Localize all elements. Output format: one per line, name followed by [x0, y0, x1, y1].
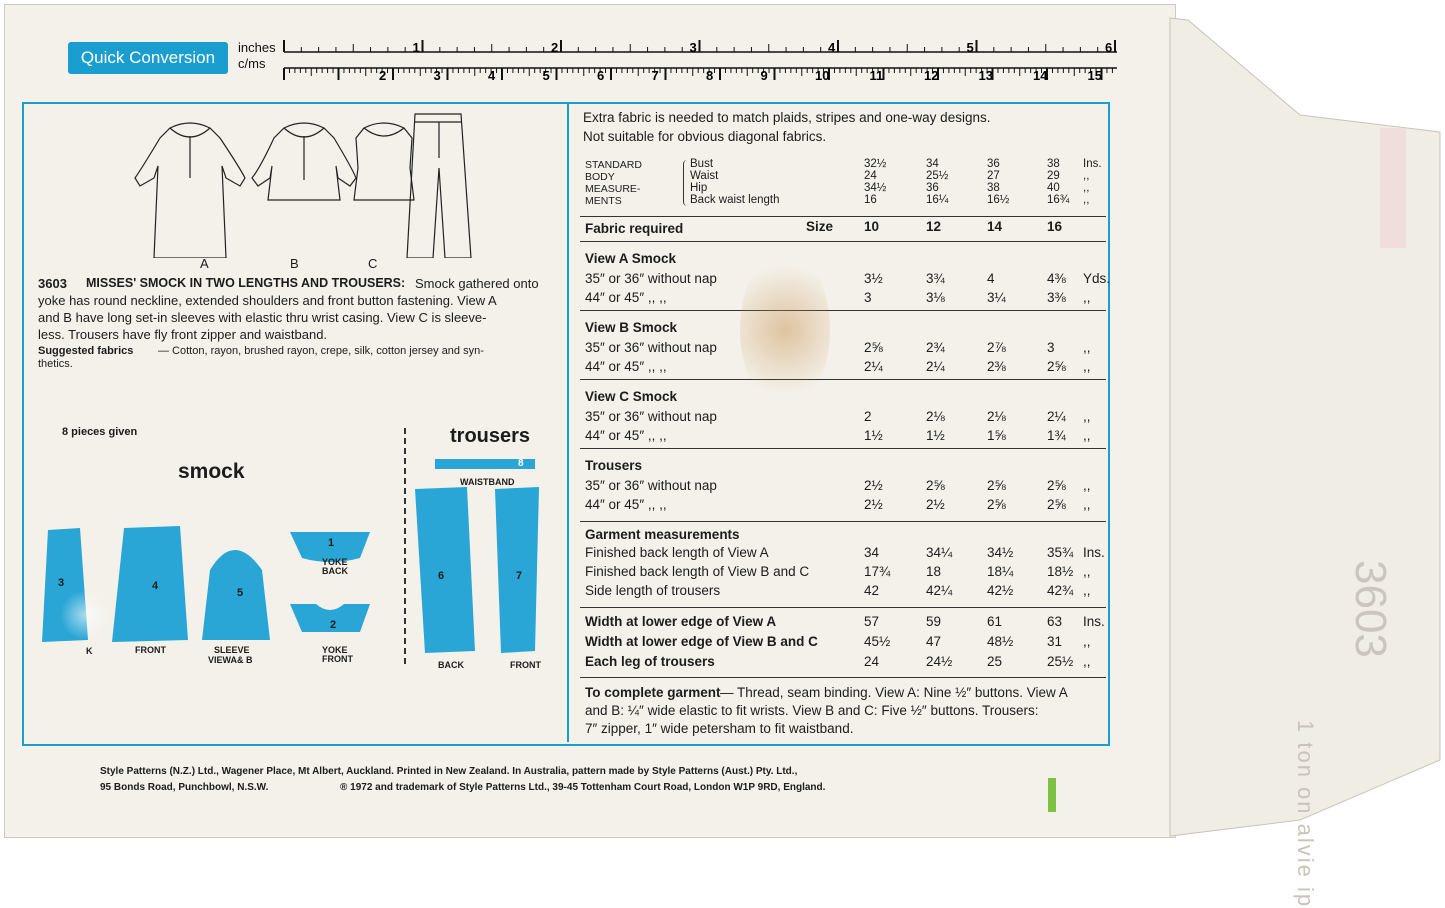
piece-number-4: 4	[152, 580, 159, 592]
piece-label-trousers-front: FRONT	[510, 660, 541, 670]
row-value: 48½	[987, 634, 1014, 649]
piece-6	[415, 487, 475, 653]
piece-number-7: 7	[516, 570, 523, 582]
standard-label-2: BODY	[585, 171, 615, 183]
section-rule	[580, 379, 1106, 380]
row-value: 2¼	[926, 359, 945, 374]
row-label: 44″ or 45″ ,, ,,	[585, 290, 667, 305]
piece-5	[202, 550, 270, 640]
flap-stamp	[1380, 128, 1406, 248]
piece-label-yoke-back-2: BACK	[322, 566, 348, 576]
standard-row-value: 16¼	[926, 194, 949, 206]
row-value: 2⅝	[864, 340, 883, 355]
standard-row-unit: ,,	[1083, 182, 1090, 194]
suggested-fabrics-text-2: thetics.	[38, 358, 73, 370]
row-unit: Ins.	[1083, 614, 1105, 629]
complete-line-1: — Thread, seam binding. View A: Nine ½″ buttons. View A	[720, 685, 1068, 700]
sketch-trousers	[407, 114, 471, 258]
note-line-2: Not suitable for obvious diagonal fabrics.	[583, 129, 827, 144]
standard-row-value: 29	[1047, 170, 1060, 182]
trousers-heading: trousers	[450, 425, 531, 447]
width-rule	[580, 607, 1106, 608]
standard-brace	[683, 160, 690, 206]
standard-row-value: 32½	[864, 158, 887, 170]
standard-label-1: STANDARD	[585, 159, 642, 171]
row-unit: Yds.	[1083, 271, 1111, 286]
standard-row-value: 16½	[987, 194, 1010, 206]
row-unit: ,,	[1083, 497, 1091, 512]
cm-number: 15	[1087, 68, 1102, 83]
row-label: 35″ or 36″ without nap	[585, 478, 717, 493]
row-value: 2⅛	[926, 409, 945, 424]
pattern-title: MISSES' SMOCK IN TWO LENGTHS AND TROUSERS:	[86, 276, 406, 290]
row-value: 2⅝	[987, 497, 1006, 512]
row-label: 44″ or 45″ ,, ,,	[585, 497, 667, 512]
cm-number: 7	[651, 68, 659, 83]
row-value: 17¾	[864, 564, 891, 579]
size-12: 12	[926, 219, 942, 234]
standard-row-value: 25½	[926, 170, 949, 182]
row-value: 47	[926, 634, 942, 649]
piece-number-8: 8	[518, 458, 524, 469]
row-value: 25½	[1047, 654, 1074, 669]
row-value: 2⅝	[987, 478, 1006, 493]
cm-number: 5	[542, 68, 550, 83]
standard-row-value: 38	[987, 182, 1000, 194]
footer-line-1: Style Patterns (N.Z.) Ltd., Wagener Place, Mt Albert, Auckland. Printed in New Zealand. In Australia, pattern made by Style Patterns (Aust.) Pty. Ltd.,	[100, 766, 798, 777]
flap-pattern-number: 3603	[1346, 560, 1395, 658]
standard-row-value: 16¾	[1047, 194, 1070, 206]
standard-row-value: 40	[1047, 182, 1060, 194]
piece-label-waistband: WAISTBAND	[460, 477, 515, 487]
row-unit: ,,	[1083, 564, 1091, 579]
row-value: 2⅝	[1047, 497, 1066, 512]
conversion-ruler	[232, 40, 1122, 86]
section-title: View A Smock	[585, 251, 677, 266]
row-unit: ,,	[1083, 634, 1091, 649]
row-unit: ,,	[1083, 359, 1091, 374]
description-line-4: less. Trousers have fly front zipper and waistband.	[38, 327, 328, 342]
row-value: 63	[1047, 614, 1063, 629]
row-value: 3	[1047, 340, 1055, 355]
row-value: 4⅜	[1047, 271, 1066, 286]
row-value: 4	[987, 271, 995, 286]
row-label: 35″ or 36″ without nap	[585, 409, 717, 424]
footer-line-2a: 95 Bonds Road, Punchbowl, N.S.W.	[100, 782, 269, 793]
flap-faded-text: 1 ton on alvie ip	[1293, 720, 1318, 908]
standard-row-unit: ,,	[1083, 194, 1090, 206]
view-letter-c: C	[368, 256, 378, 271]
row-unit: ,,	[1083, 583, 1091, 598]
row-value: 34¼	[926, 545, 953, 560]
inch-number: 4	[828, 40, 836, 55]
piece-number-5: 5	[237, 587, 244, 599]
piece-number-2: 2	[330, 619, 337, 631]
row-value: 35¾	[1047, 545, 1074, 560]
description-line-3: and B have long set-in sleeves with elastic thru wrist casing. View C is sleeve-	[38, 310, 487, 325]
cm-number: 2	[379, 68, 387, 83]
row-value: 57	[864, 614, 880, 629]
view-letter-b: B	[290, 256, 299, 271]
row-value: 42¾	[1047, 583, 1074, 598]
standard-row-value: 36	[987, 158, 1000, 170]
note-line-1: Extra fabric is needed to match plaids, stripes and one-way designs.	[583, 110, 991, 125]
row-label: 44″ or 45″ ,, ,,	[585, 359, 667, 374]
row-value: 24	[864, 654, 880, 669]
footer-line-2b: ® 1972 and trademark of Style Patterns Ltd., 39-45 Tottenham Court Road, London W1P 9RD, England.	[340, 782, 826, 793]
row-value: 2	[864, 409, 872, 424]
row-value: 3⅜	[1047, 290, 1066, 305]
standard-row-unit: Ins.	[1083, 158, 1102, 170]
standard-row-value: 34	[926, 158, 939, 170]
row-value: 2⅝	[1047, 359, 1066, 374]
standard-row-value: 16	[864, 194, 877, 206]
row-value: 2½	[864, 497, 883, 512]
row-value: 25	[987, 654, 1003, 669]
complete-line-3: 7″ zipper, 1″ wide petersham to fit waistband.	[585, 721, 854, 736]
cm-number: 6	[597, 68, 605, 83]
standard-row-value: 36	[926, 182, 939, 194]
quick-conversion-label: Quick Conversion	[68, 42, 228, 74]
row-value: 2⅜	[987, 359, 1006, 374]
piece-label-yoke-back-1: YOKE	[322, 557, 348, 567]
standard-row-value: 38	[1047, 158, 1060, 170]
pieces-given: 8 pieces given	[62, 426, 138, 438]
cm-number: 10	[815, 68, 830, 83]
piece-label-front: FRONT	[135, 645, 166, 655]
section-rule	[580, 310, 1106, 311]
row-value: 42¼	[926, 583, 953, 598]
size-14: 14	[987, 219, 1003, 234]
row-value: 59	[926, 614, 942, 629]
cm-number: 3	[433, 68, 441, 83]
size-10: 10	[864, 219, 880, 234]
row-label: Each leg of trousers	[585, 654, 715, 669]
garment-title: Garment measurements	[585, 527, 740, 542]
section-title: Trousers	[585, 458, 643, 473]
standard-label-4: MENTS	[585, 195, 622, 207]
row-label: 35″ or 36″ without nap	[585, 271, 717, 286]
fabric-required-label: Fabric required	[585, 221, 684, 236]
piece-label-sleeve-1: SLEEVE	[214, 645, 250, 655]
piece-number-3: 3	[58, 577, 65, 589]
row-value: 2¼	[1047, 409, 1066, 424]
row-value: 2¾	[926, 340, 945, 355]
inch-number: 1	[412, 40, 420, 55]
piece-label-yoke-front-2: FRONT	[322, 654, 353, 664]
row-value: 3⅛	[926, 290, 945, 305]
row-value: 18¼	[987, 564, 1014, 579]
ruler-inches-label: inches	[238, 40, 276, 55]
stain	[740, 250, 830, 410]
row-unit: ,,	[1083, 428, 1091, 443]
cm-number: 4	[488, 68, 496, 83]
row-value: 1¾	[1047, 428, 1066, 443]
standard-row-value: 34½	[864, 182, 887, 194]
section-rule	[580, 448, 1106, 449]
standard-row-label: Bust	[690, 158, 714, 170]
pattern-number: 3603	[38, 276, 67, 291]
cm-number: 11	[869, 68, 884, 83]
row-value: 61	[987, 614, 1003, 629]
row-label: 44″ or 45″ ,, ,,	[585, 428, 667, 443]
row-value: 3	[864, 290, 872, 305]
row-value: 1½	[926, 428, 945, 443]
row-value: 2⅛	[987, 409, 1006, 424]
piece-number-6: 6	[438, 570, 445, 582]
ruler-cms-label: c/ms	[238, 56, 266, 71]
description-line-2: yoke has round neckline, extended shoulders and front button fastening. View A	[38, 293, 497, 308]
row-label: 35″ or 36″ without nap	[585, 340, 717, 355]
size-label: Size	[806, 219, 834, 234]
cm-number: 14	[1033, 68, 1048, 83]
row-unit: ,,	[1083, 409, 1091, 424]
row-value: 2⅝	[926, 478, 945, 493]
standard-row-label: Back waist length	[690, 194, 780, 206]
row-value: 24½	[926, 654, 953, 669]
standard-row-unit: ,,	[1083, 170, 1090, 182]
wear-mark	[60, 590, 110, 640]
green-marker	[1048, 778, 1056, 812]
description-line-1: Smock gathered onto	[415, 276, 539, 291]
row-value: 34½	[987, 545, 1014, 560]
standard-row-value: 27	[987, 170, 1000, 182]
cm-number: 12	[924, 68, 939, 83]
view-letter-a: A	[200, 256, 209, 271]
suggested-fabrics-text: — Cotton, rayon, brushed rayon, crepe, silk, cotton jersey and syn-	[158, 345, 484, 357]
smock-heading: smock	[178, 460, 245, 483]
cm-number: 13	[978, 68, 993, 83]
row-value: 34	[864, 545, 880, 560]
row-unit: ,,	[1083, 478, 1091, 493]
section-title: View C Smock	[585, 389, 678, 404]
inch-number: 5	[966, 40, 974, 55]
row-label: Finished back length of View B and C	[585, 564, 810, 579]
cm-number: 9	[760, 68, 768, 83]
section-rule	[580, 241, 1106, 242]
inch-number: 6	[1105, 40, 1113, 55]
sketch-view-b	[252, 123, 356, 200]
piece-number-1: 1	[328, 537, 335, 549]
standard-row-label: Hip	[690, 182, 708, 194]
row-value: 2½	[864, 478, 883, 493]
row-value: 3¼	[987, 290, 1006, 305]
garment-rule	[580, 521, 1106, 522]
garment-sketches	[130, 108, 650, 258]
standard-row-label: Waist	[690, 170, 719, 182]
row-unit: Ins.	[1083, 545, 1105, 560]
row-value: 42	[864, 583, 880, 598]
row-value: 2⅝	[1047, 478, 1066, 493]
row-value: 3½	[864, 271, 883, 286]
row-label: Width at lower edge of View B and C	[585, 634, 818, 649]
row-value: 1½	[864, 428, 883, 443]
row-value: 42½	[987, 583, 1014, 598]
row-value: 18	[926, 564, 942, 579]
piece-4	[112, 526, 188, 642]
fabric-header-rule	[580, 216, 1106, 217]
row-unit: ,,	[1083, 290, 1091, 305]
row-label: Side length of trousers	[585, 583, 721, 598]
row-unit: ,,	[1083, 340, 1091, 355]
piece-label-yoke-front-1: YOKE	[322, 645, 348, 655]
piece-label-back: BACK	[438, 660, 464, 670]
row-unit: ,,	[1083, 654, 1091, 669]
row-value: 31	[1047, 634, 1063, 649]
section-title: View B Smock	[585, 320, 678, 335]
complete-line-2: and B: ¼″ wide elastic to fit wrists. View B and C: Five ½″ buttons. Trousers:	[585, 703, 1039, 718]
row-value: 3¾	[926, 271, 945, 286]
complete-rule	[580, 677, 1106, 678]
cm-number: 8	[706, 68, 714, 83]
row-value: 2½	[926, 497, 945, 512]
standard-label-3: MEASURE-	[585, 183, 641, 195]
row-value: 1⅝	[987, 428, 1006, 443]
piece-label-back-partial: K	[86, 646, 93, 656]
row-value: 2¼	[864, 359, 883, 374]
inch-number: 3	[689, 40, 697, 55]
row-value: 45½	[864, 634, 891, 649]
row-label: Finished back length of View A	[585, 545, 769, 560]
size-16: 16	[1047, 219, 1063, 234]
sketch-view-c	[354, 123, 414, 200]
piece-label-sleeve-2: VIEWA& B	[208, 655, 253, 665]
complete-label: To complete garment	[585, 685, 721, 700]
row-label: Width at lower edge of View A	[585, 614, 777, 629]
suggested-fabrics-label: Suggested fabrics	[38, 345, 134, 357]
row-value: 2⅞	[987, 340, 1006, 355]
row-value: 18½	[1047, 564, 1074, 579]
standard-row-value: 24	[864, 170, 877, 182]
sketch-view-a	[135, 123, 245, 258]
inch-number: 2	[551, 40, 559, 55]
